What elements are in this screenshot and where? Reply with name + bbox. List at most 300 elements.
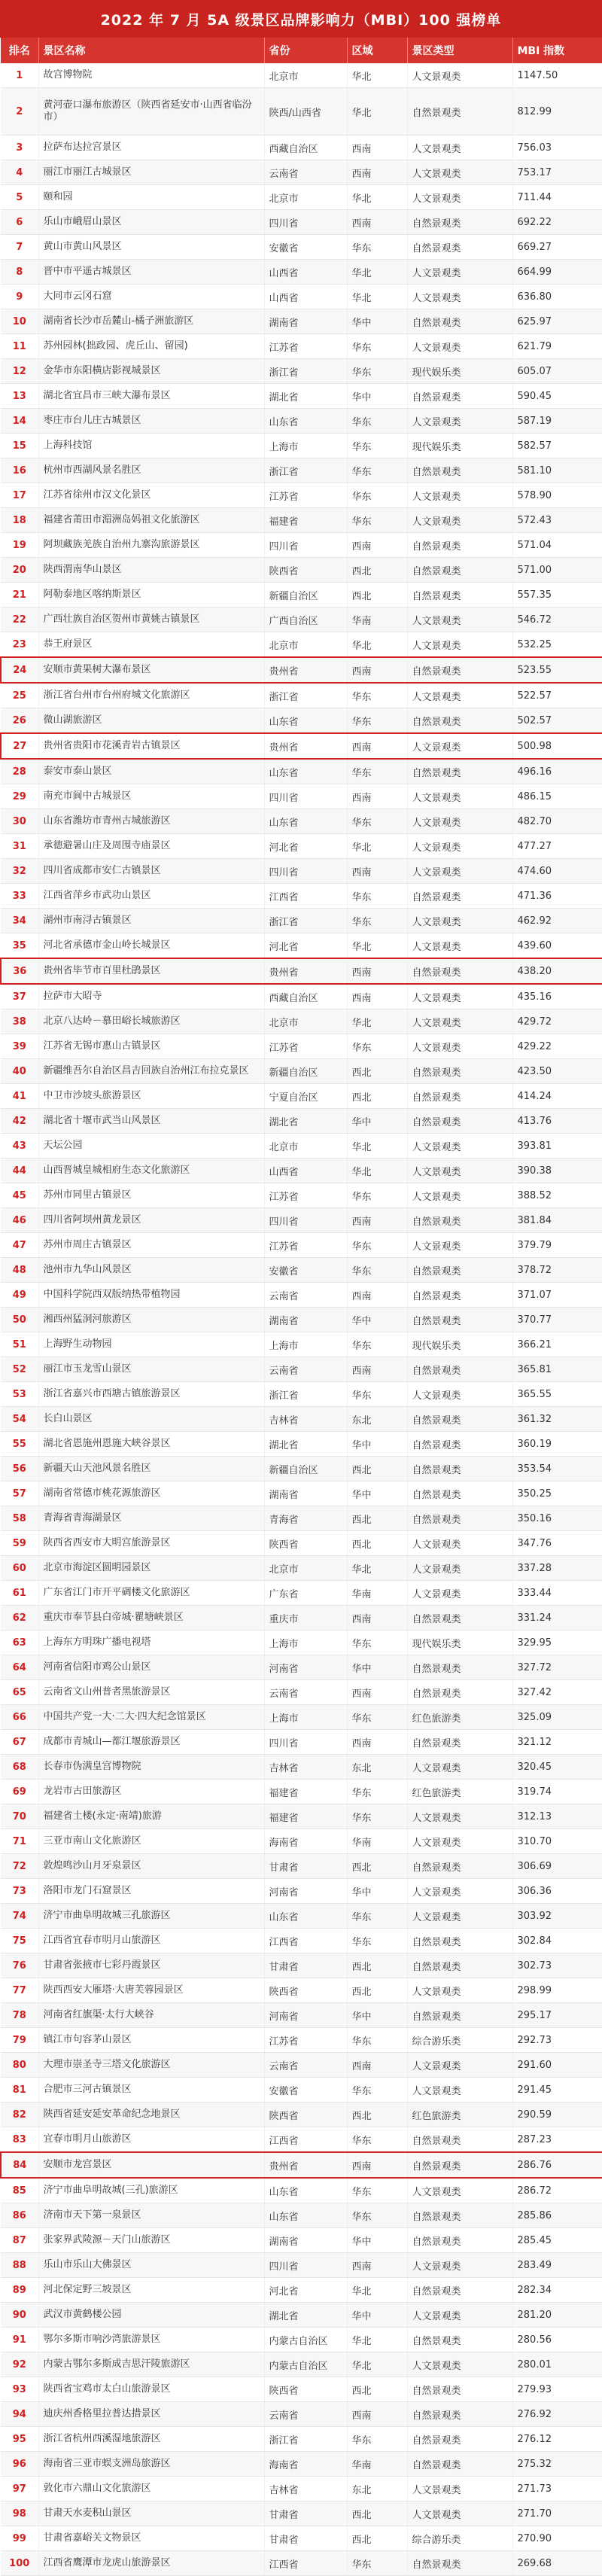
name-cell: 天坛公园: [38, 1134, 264, 1159]
rank-cell: 81: [1, 2078, 38, 2103]
type-cell: 自然景观类: [407, 558, 512, 583]
name-cell: 上海东方明珠广播电视塔: [38, 1631, 264, 1655]
table-row: [1, 1556, 602, 1581]
name-cell: 江西省萍乡市武功山景区: [38, 884, 264, 909]
table-row: [1, 2278, 602, 2303]
type-cell: 自然景观类: [407, 1109, 512, 1134]
mbi-cell: 625.97: [512, 309, 602, 334]
name-cell: 龙岩市古田旅游区: [38, 1780, 264, 1804]
table-row: [1, 483, 602, 508]
type-cell: 自然景观类: [407, 2228, 512, 2253]
table-row: [1, 63, 602, 88]
name-cell: 大理市崇圣寺三塔文化旅游区: [38, 2053, 264, 2078]
province-cell: 四川省: [264, 210, 347, 235]
name-cell: 三亚市南山文化旅游区: [38, 1829, 264, 1854]
province-cell: 浙江省: [264, 458, 347, 483]
type-cell: 人文景观类: [407, 1531, 512, 1556]
name-cell: 拉萨市大昭寺: [38, 984, 264, 1009]
mbi-cell: 310.70: [512, 1829, 602, 1854]
table-row: [1, 933, 602, 959]
province-cell: 浙江省: [264, 359, 347, 384]
province-cell: 西藏自治区: [264, 984, 347, 1009]
rank-cell: 98: [1, 2501, 38, 2526]
mbi-cell: 366.21: [512, 1332, 602, 1357]
type-cell: 自然景观类: [407, 1084, 512, 1109]
rank-cell: 97: [1, 2477, 38, 2501]
mbi-cell: 286.72: [512, 2178, 602, 2203]
rank-cell: 68: [1, 1755, 38, 1780]
mbi-cell: 347.76: [512, 1531, 602, 1556]
rank-cell: 92: [1, 2352, 38, 2377]
province-cell: 安徽省: [264, 235, 347, 260]
table-row: [1, 1233, 602, 1258]
rank-cell: 30: [1, 809, 38, 834]
name-cell: 济宁市曲阜明故城三孔旅游区: [38, 1904, 264, 1929]
region-cell: 华南: [347, 607, 407, 632]
table-row: [1, 1481, 602, 1506]
table-row: [1, 1929, 602, 1953]
type-cell: 人文景观类: [407, 834, 512, 859]
table-row: [1, 309, 602, 334]
table-row: [1, 1382, 602, 1407]
province-cell: 新疆自治区: [264, 1059, 347, 1084]
region-cell: 西南: [347, 859, 407, 884]
mbi-cell: 327.72: [512, 1655, 602, 1680]
name-cell: 北京市海淀区圆明园景区: [38, 1556, 264, 1581]
province-cell: 陕西省: [264, 558, 347, 583]
type-cell: 人文景观类: [407, 1009, 512, 1034]
type-cell: 综合游乐类: [407, 2028, 512, 2053]
type-cell: 自然景观类: [407, 1208, 512, 1233]
mbi-cell: 331.24: [512, 1606, 602, 1631]
table-row: [1, 508, 602, 533]
rank-cell: 44: [1, 1159, 38, 1183]
province-cell: 上海市: [264, 1705, 347, 1730]
mbi-cell: 319.74: [512, 1780, 602, 1804]
mbi-cell: 350.25: [512, 1481, 602, 1506]
type-cell: 自然景观类: [407, 1059, 512, 1084]
table-row: [1, 1034, 602, 1059]
name-cell: 青海省青海湖景区: [38, 1506, 264, 1531]
type-cell: 自然景观类: [407, 2203, 512, 2228]
mbi-cell: 325.09: [512, 1705, 602, 1730]
region-cell: 西南: [347, 533, 407, 558]
type-cell: 自然景观类: [407, 1457, 512, 1481]
header-rank: 排名: [1, 38, 38, 63]
rank-cell: 24: [1, 657, 38, 683]
province-cell: 云南省: [264, 2402, 347, 2427]
table-row: [1, 2452, 602, 2477]
type-cell: 自然景观类: [407, 1854, 512, 1879]
table-row: [1, 909, 602, 933]
type-cell: 人文景观类: [407, 607, 512, 632]
mbi-cell: 571.00: [512, 558, 602, 583]
rank-cell: 87: [1, 2228, 38, 2253]
region-cell: 华东: [347, 2203, 407, 2228]
region-cell: 华东: [347, 1183, 407, 1208]
region-cell: 华东: [347, 2551, 407, 2576]
table-row: [1, 1804, 602, 1829]
province-cell: 青海省: [264, 1506, 347, 1531]
region-cell: 西南: [347, 958, 407, 984]
region-cell: 华东: [347, 909, 407, 933]
name-cell: 河南省信阳市鸡公山景区: [38, 1655, 264, 1680]
mbi-cell: 429.22: [512, 1034, 602, 1059]
mbi-cell: 365.81: [512, 1357, 602, 1382]
type-cell: 自然景观类: [407, 1953, 512, 1978]
province-cell: 吉林省: [264, 1407, 347, 1432]
region-cell: 华东: [347, 1904, 407, 1929]
table-row: [1, 2178, 602, 2203]
region-cell: 东北: [347, 2477, 407, 2501]
region-cell: 华北: [347, 1159, 407, 1183]
table-row: [1, 2078, 602, 2103]
region-cell: 华东: [347, 1233, 407, 1258]
rank-cell: 100: [1, 2551, 38, 2576]
region-cell: 华南: [347, 2452, 407, 2477]
rank-cell: 16: [1, 458, 38, 483]
province-cell: 湖南省: [264, 1481, 347, 1506]
region-cell: 华北: [347, 260, 407, 285]
province-cell: 浙江省: [264, 1382, 347, 1407]
name-cell: 四川省阿坝州黄龙景区: [38, 1208, 264, 1233]
rank-cell: 3: [1, 135, 38, 160]
table-row: [1, 1655, 602, 1680]
region-cell: 华东: [347, 708, 407, 734]
mbi-cell: 279.93: [512, 2377, 602, 2402]
table-row: [1, 834, 602, 859]
rank-cell: 17: [1, 483, 38, 508]
mbi-cell: 321.12: [512, 1730, 602, 1755]
region-cell: 华北: [347, 185, 407, 210]
rank-cell: 36: [1, 958, 38, 984]
rank-cell: 79: [1, 2028, 38, 2053]
type-cell: 自然景观类: [407, 2127, 512, 2153]
ranking-table: [0, 38, 602, 2576]
name-cell: 枣庄市台儿庄古城景区: [38, 409, 264, 434]
type-cell: 自然景观类: [407, 309, 512, 334]
rank-cell: 75: [1, 1929, 38, 1953]
region-cell: 西北: [347, 1059, 407, 1084]
name-cell: 陕西省延安延安革命纪念地景区: [38, 2103, 264, 2127]
type-cell: 自然景观类: [407, 1283, 512, 1308]
table-row: [1, 2402, 602, 2427]
province-cell: 云南省: [264, 160, 347, 185]
table-row: [1, 1084, 602, 1109]
name-cell: 成都市青城山—都江堰旅游景区: [38, 1730, 264, 1755]
province-cell: 甘肃省: [264, 1953, 347, 1978]
header-region: 区域: [347, 38, 407, 63]
type-cell: 现代娱乐类: [407, 1332, 512, 1357]
name-cell: 福建省莆田市湄洲岛妈祖文化旅游区: [38, 508, 264, 533]
region-cell: 华东: [347, 759, 407, 784]
mbi-cell: 388.52: [512, 1183, 602, 1208]
province-cell: 四川省: [264, 859, 347, 884]
province-cell: 海南省: [264, 1829, 347, 1854]
type-cell: 人文景观类: [407, 2477, 512, 2501]
province-cell: 湖南省: [264, 2228, 347, 2253]
mbi-cell: 1147.50: [512, 63, 602, 88]
name-cell: 湘西州猛洞河旅游区: [38, 1308, 264, 1332]
type-cell: 人文景观类: [407, 2352, 512, 2377]
region-cell: 华北: [347, 2352, 407, 2377]
rank-cell: 96: [1, 2452, 38, 2477]
province-cell: 四川省: [264, 2253, 347, 2278]
name-cell: 中卫市沙坡头旅游景区: [38, 1084, 264, 1109]
type-cell: 自然景观类: [407, 1730, 512, 1755]
type-cell: 自然景观类: [407, 1357, 512, 1382]
table-row: [1, 533, 602, 558]
name-cell: 江西省宜春市明月山旅游区: [38, 1929, 264, 1953]
table-row: [1, 1531, 602, 1556]
mbi-cell: 532.25: [512, 632, 602, 658]
province-cell: 四川省: [264, 533, 347, 558]
province-cell: 云南省: [264, 2053, 347, 2078]
name-cell: 拉萨布达拉宫景区: [38, 135, 264, 160]
mbi-cell: 393.81: [512, 1134, 602, 1159]
province-cell: 北京市: [264, 1009, 347, 1034]
name-cell: 苏州园林(拙政园、虎丘山、留园): [38, 334, 264, 359]
type-cell: 红色旅游类: [407, 1705, 512, 1730]
name-cell: 中国科学院西双版纳热带植物园: [38, 1283, 264, 1308]
region-cell: 华东: [347, 334, 407, 359]
rank-cell: 94: [1, 2402, 38, 2427]
region-cell: 西南: [347, 210, 407, 235]
region-cell: 华中: [347, 1481, 407, 1506]
rank-cell: 10: [1, 309, 38, 334]
province-cell: 陕西/山西省: [264, 88, 347, 135]
type-cell: 自然景观类: [407, 384, 512, 409]
mbi-cell: 582.57: [512, 434, 602, 458]
name-cell: 济南市天下第一泉景区: [38, 2203, 264, 2228]
table-row: [1, 1606, 602, 1631]
region-cell: 华东: [347, 2127, 407, 2153]
type-cell: 人文景观类: [407, 1183, 512, 1208]
type-cell: 自然景观类: [407, 583, 512, 607]
region-cell: 西南: [347, 135, 407, 160]
type-cell: 人文景观类: [407, 135, 512, 160]
name-cell: 张家界武陵源－天门山旅游区: [38, 2228, 264, 2253]
region-cell: 华东: [347, 235, 407, 260]
province-cell: 河北省: [264, 834, 347, 859]
rank-cell: 76: [1, 1953, 38, 1978]
region-cell: 华东: [347, 359, 407, 384]
province-cell: 湖南省: [264, 309, 347, 334]
province-cell: 贵州省: [264, 733, 347, 759]
province-cell: 陕西省: [264, 2377, 347, 2402]
mbi-cell: 270.90: [512, 2526, 602, 2551]
table-row: [1, 708, 602, 734]
type-cell: 自然景观类: [407, 708, 512, 734]
mbi-cell: 429.72: [512, 1009, 602, 1034]
type-cell: 人文景观类: [407, 1904, 512, 1929]
type-cell: 人文景观类: [407, 1879, 512, 1904]
mbi-cell: 276.12: [512, 2427, 602, 2452]
table-row: [1, 1183, 602, 1208]
rank-cell: 61: [1, 1581, 38, 1606]
table-row: [1, 1581, 602, 1606]
type-cell: 自然景观类: [407, 1506, 512, 1531]
table-row: [1, 859, 602, 884]
mbi-cell: 306.36: [512, 1879, 602, 1904]
table-row: [1, 2228, 602, 2253]
name-cell: 四川省成都市安仁古镇景区: [38, 859, 264, 884]
table-row: [1, 2551, 602, 2576]
mbi-cell: 287.23: [512, 2127, 602, 2153]
province-cell: 北京市: [264, 63, 347, 88]
mbi-cell: 605.07: [512, 359, 602, 384]
name-cell: 苏州市同里古镇景区: [38, 1183, 264, 1208]
table-row: [1, 1332, 602, 1357]
mbi-cell: 390.38: [512, 1159, 602, 1183]
province-cell: 山西省: [264, 285, 347, 309]
name-cell: 鄂尔多斯市响沙湾旅游景区: [38, 2328, 264, 2352]
table-row: [1, 1357, 602, 1382]
rank-cell: 73: [1, 1879, 38, 1904]
province-cell: 四川省: [264, 784, 347, 809]
region-cell: 东北: [347, 1755, 407, 1780]
mbi-cell: 350.16: [512, 1506, 602, 1531]
type-cell: 人文景观类: [407, 1233, 512, 1258]
rank-cell: 45: [1, 1183, 38, 1208]
region-cell: 华东: [347, 1631, 407, 1655]
rank-cell: 33: [1, 884, 38, 909]
province-cell: 贵州省: [264, 958, 347, 984]
province-cell: 甘肃省: [264, 2526, 347, 2551]
type-cell: 自然景观类: [407, 2278, 512, 2303]
type-cell: 人文景观类: [407, 1755, 512, 1780]
name-cell: 泰安市泰山景区: [38, 759, 264, 784]
table-row: [1, 1730, 602, 1755]
province-cell: 吉林省: [264, 1755, 347, 1780]
name-cell: 故宫博物院: [38, 63, 264, 88]
rank-cell: 35: [1, 933, 38, 959]
rank-cell: 95: [1, 2427, 38, 2452]
mbi-cell: 280.01: [512, 2352, 602, 2377]
name-cell: 山西晋城皇城相府生态文化旅游区: [38, 1159, 264, 1183]
rank-cell: 28: [1, 759, 38, 784]
name-cell: 湖北省宜昌市三峡大瀑布景区: [38, 384, 264, 409]
province-cell: 内蒙古自治区: [264, 2352, 347, 2377]
mbi-cell: 360.19: [512, 1432, 602, 1457]
mbi-cell: 664.99: [512, 260, 602, 285]
rank-cell: 43: [1, 1134, 38, 1159]
province-cell: 江苏省: [264, 483, 347, 508]
mbi-cell: 474.60: [512, 859, 602, 884]
rank-cell: 55: [1, 1432, 38, 1457]
region-cell: 华北: [347, 63, 407, 88]
rank-cell: 38: [1, 1009, 38, 1034]
province-cell: 湖北省: [264, 1432, 347, 1457]
mbi-cell: 669.27: [512, 235, 602, 260]
name-cell: 杭州市西湖风景名胜区: [38, 458, 264, 483]
mbi-cell: 546.72: [512, 607, 602, 632]
rank-cell: 1: [1, 63, 38, 88]
mbi-cell: 423.50: [512, 1059, 602, 1084]
mbi-cell: 557.35: [512, 583, 602, 607]
mbi-cell: 578.90: [512, 483, 602, 508]
type-cell: 自然景观类: [407, 1432, 512, 1457]
province-cell: 山东省: [264, 1904, 347, 1929]
table-row: [1, 2328, 602, 2352]
name-cell: 河北省承德市金山岭长城景区: [38, 933, 264, 959]
mbi-cell: 581.10: [512, 458, 602, 483]
rank-cell: 31: [1, 834, 38, 859]
region-cell: 西南: [347, 733, 407, 759]
type-cell: 自然景观类: [407, 2427, 512, 2452]
name-cell: 安顺市黄果树大瀑布景区: [38, 657, 264, 683]
mbi-cell: 523.55: [512, 657, 602, 683]
table-row: [1, 958, 602, 984]
type-cell: 人文景观类: [407, 285, 512, 309]
name-cell: 迪庆州香格里拉普达措景区: [38, 2402, 264, 2427]
type-cell: 人文景观类: [407, 1134, 512, 1159]
name-cell: 宜春市明月山旅游区: [38, 2127, 264, 2153]
mbi-cell: 291.45: [512, 2078, 602, 2103]
mbi-cell: 636.80: [512, 285, 602, 309]
region-cell: 西北: [347, 1506, 407, 1531]
province-cell: 北京市: [264, 185, 347, 210]
region-cell: 西北: [347, 1953, 407, 1978]
region-cell: 华中: [347, 1879, 407, 1904]
type-cell: 自然景观类: [407, 2452, 512, 2477]
rank-cell: 62: [1, 1606, 38, 1631]
rank-cell: 32: [1, 859, 38, 884]
rank-cell: 71: [1, 1829, 38, 1854]
province-cell: 江苏省: [264, 1034, 347, 1059]
table-row: [1, 1109, 602, 1134]
type-cell: 人文景观类: [407, 185, 512, 210]
mbi-cell: 365.55: [512, 1382, 602, 1407]
name-cell: 乐山市峨眉山景区: [38, 210, 264, 235]
rank-cell: 67: [1, 1730, 38, 1755]
mbi-cell: 327.42: [512, 1680, 602, 1705]
table-row: [1, 434, 602, 458]
name-cell: 湖南省常德市桃花源旅游区: [38, 1481, 264, 1506]
province-cell: 山东省: [264, 2203, 347, 2228]
type-cell: 人文景观类: [407, 1034, 512, 1059]
mbi-cell: 471.36: [512, 884, 602, 909]
mbi-cell: 587.19: [512, 409, 602, 434]
rank-cell: 49: [1, 1283, 38, 1308]
rank-cell: 91: [1, 2328, 38, 2352]
mbi-cell: 756.03: [512, 135, 602, 160]
name-cell: 池州市九华山风景区: [38, 1258, 264, 1283]
table-row: [1, 583, 602, 607]
type-cell: 人文景观类: [407, 859, 512, 884]
mbi-cell: 295.17: [512, 2003, 602, 2028]
type-cell: 自然景观类: [407, 88, 512, 135]
rank-cell: 13: [1, 384, 38, 409]
province-cell: 广西自治区: [264, 607, 347, 632]
province-cell: 西藏自治区: [264, 135, 347, 160]
table-row: [1, 285, 602, 309]
rank-cell: 99: [1, 2526, 38, 2551]
rank-cell: 4: [1, 160, 38, 185]
table-row: [1, 2152, 602, 2178]
region-cell: 西北: [347, 1978, 407, 2003]
rank-cell: 77: [1, 1978, 38, 2003]
region-cell: 华中: [347, 1655, 407, 1680]
name-cell: 浙江省嘉兴市西塘古镇旅游景区: [38, 1382, 264, 1407]
rank-cell: 53: [1, 1382, 38, 1407]
name-cell: 长白山景区: [38, 1407, 264, 1432]
rank-cell: 78: [1, 2003, 38, 2028]
table-row: [1, 2477, 602, 2501]
table-row: [1, 1780, 602, 1804]
table-row: [1, 409, 602, 434]
name-cell: 江西省鹰潭市龙虎山旅游景区: [38, 2551, 264, 2576]
